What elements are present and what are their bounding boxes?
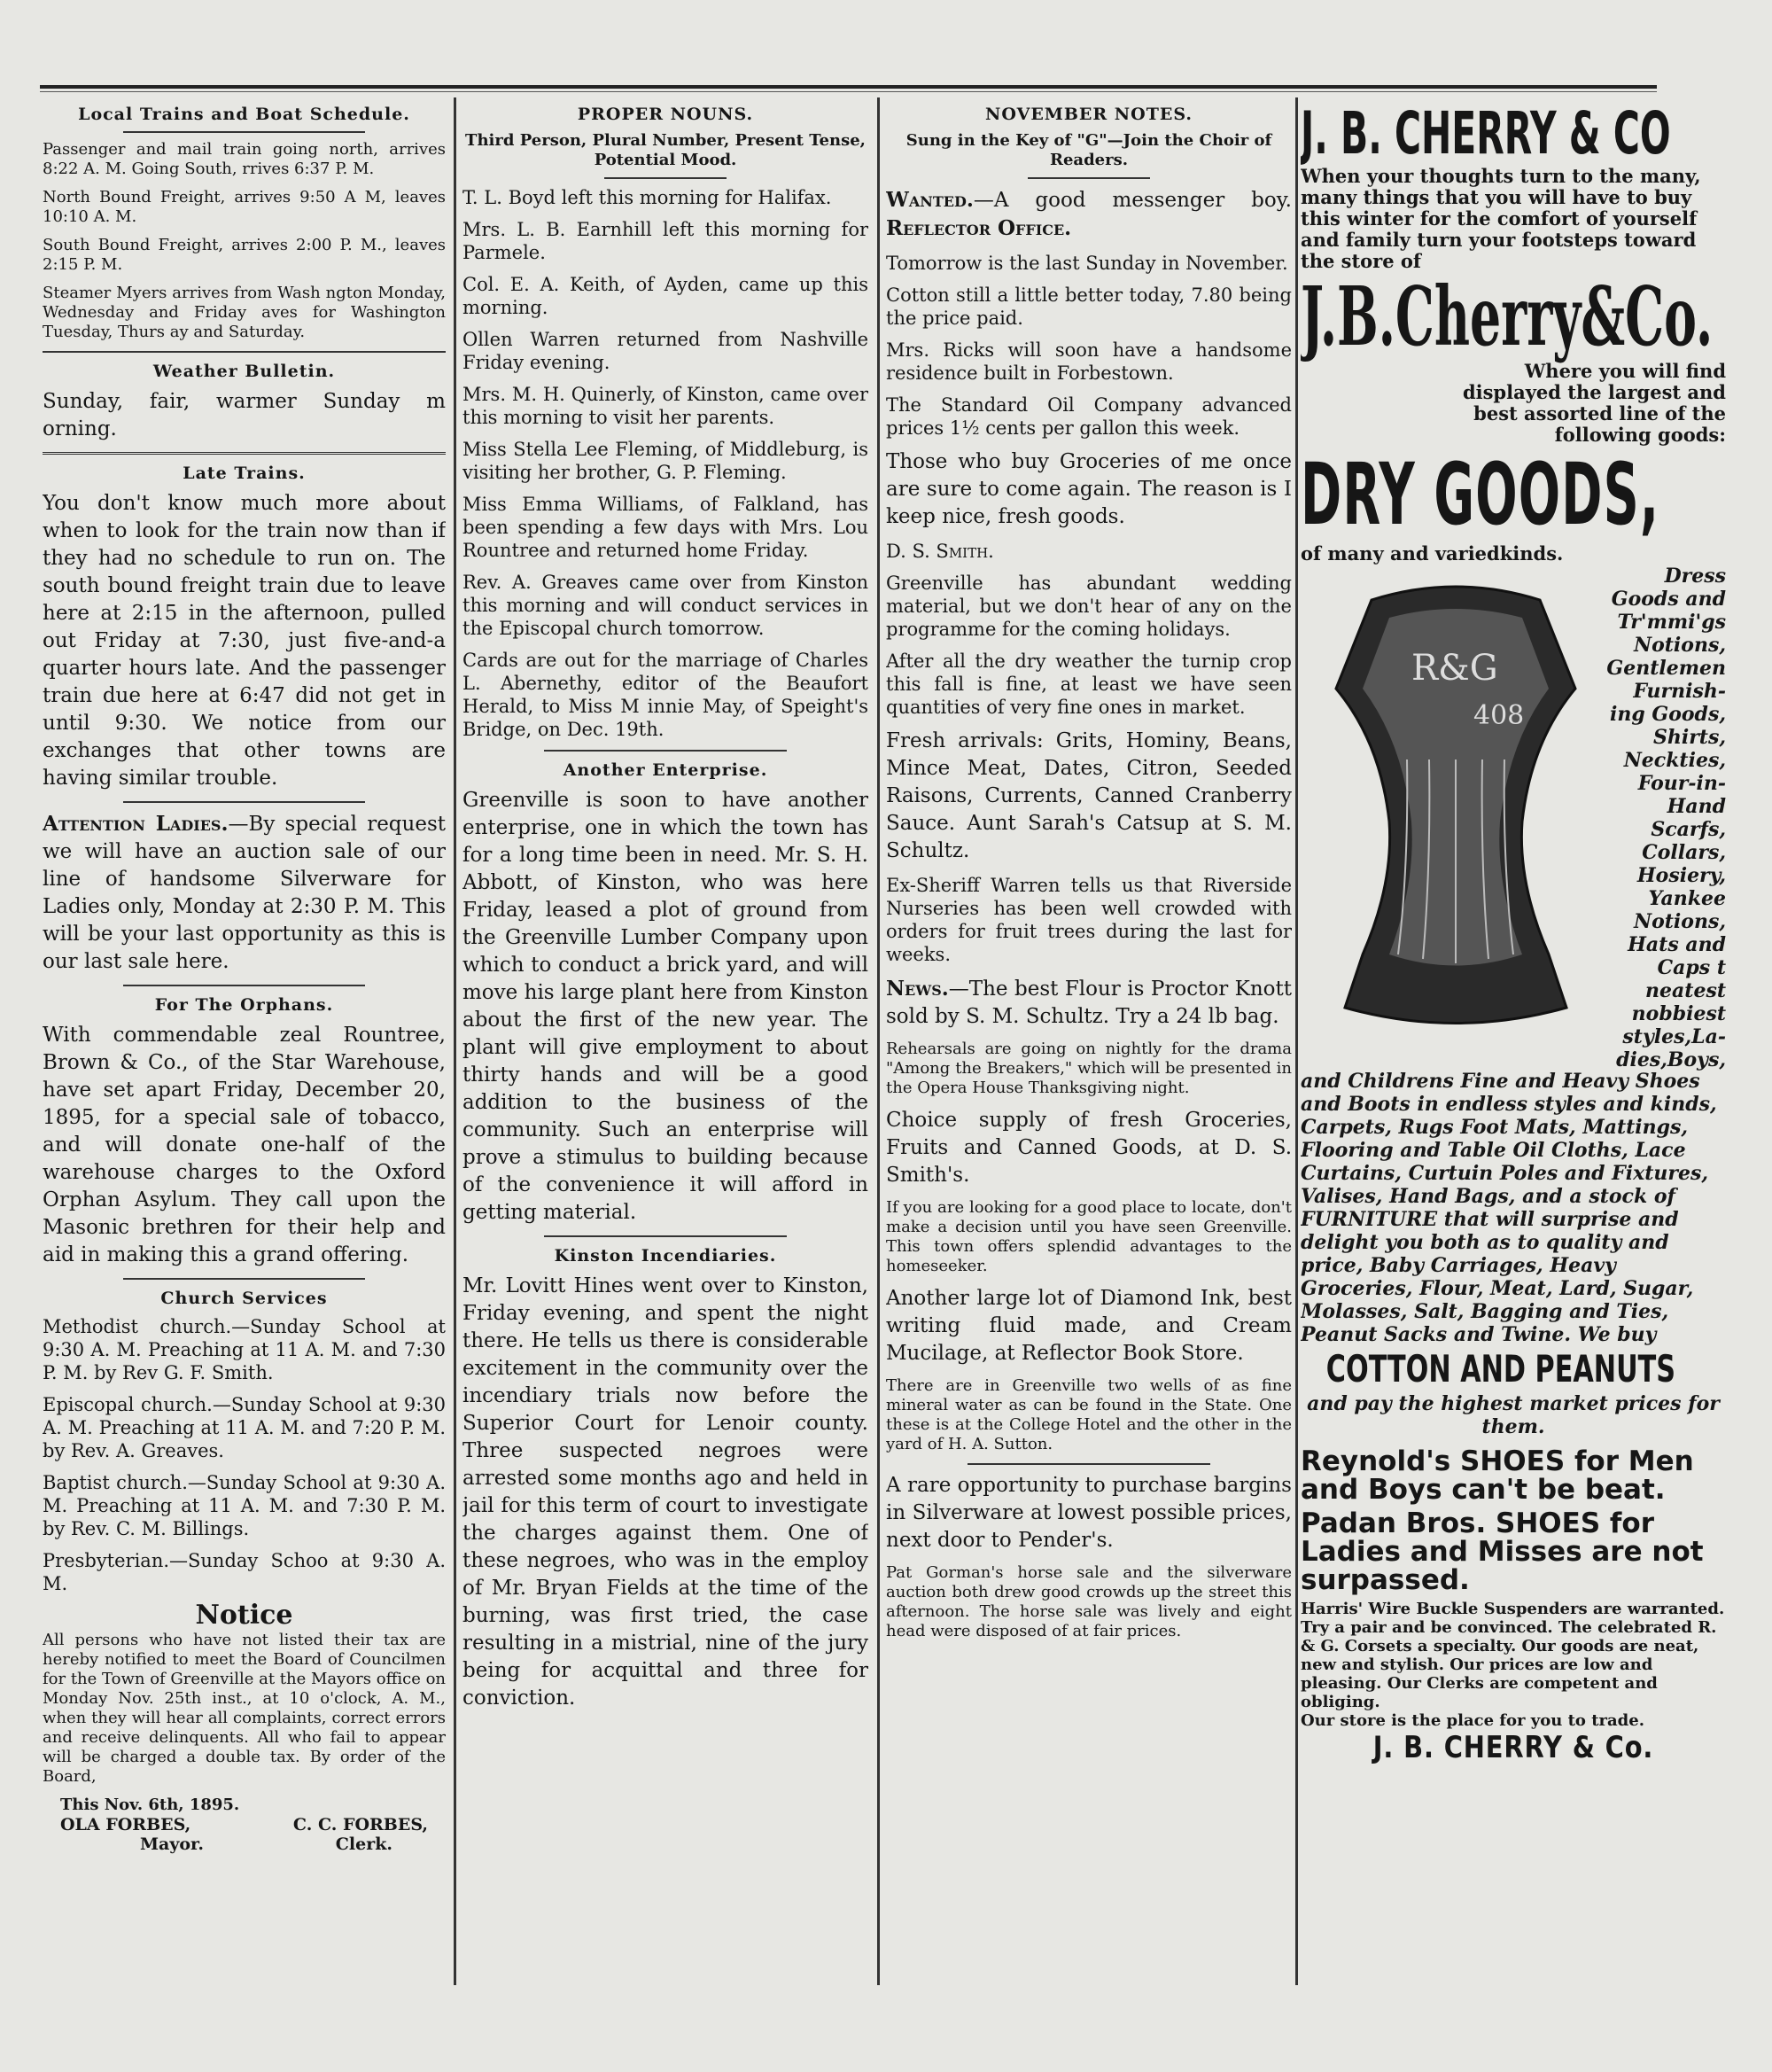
side-list-item: nobbiest (1631, 1002, 1726, 1025)
personal-item: T. L. Boyd left this morning for Halifax. (462, 187, 832, 208)
side-list-item: Collars, (1642, 841, 1726, 864)
personal-item: Miss Emma Williams, of Falkland, has been spending a few days with Mrs. Lou Rountree and returned home Friday. (462, 494, 868, 561)
signer-clerk-name: C. C. FORBES, (292, 1815, 428, 1834)
side-list-item: Four-in- (1637, 772, 1726, 795)
column-proper-nouns (462, 99, 868, 2049)
rule (123, 1278, 365, 1280)
ad-of-many: of many and variedkinds. (1301, 542, 1564, 565)
side-list-item: Neckties, (1623, 749, 1726, 772)
cherry-advertisement (1301, 102, 1726, 2052)
church-item: Presbyterian.—Sunday Schoo at 9:30 A. M. (43, 1550, 446, 1594)
side-list-item: Scarfs, (1651, 818, 1726, 841)
corset-number: 408 (1473, 700, 1525, 731)
side-list-item: Furnish- (1633, 680, 1726, 703)
personal-item: Miss Stella Lee Fleming, of Middleburg, is visiting her brother, G. P. Fleming. (462, 439, 868, 483)
wanted-text (886, 186, 1292, 243)
side-list-item: neatest (1645, 979, 1726, 1002)
ad-harris-text: Harris' Wire Buckle Suspenders are warranted. Try a pair and be convinced. The celebrated R. & G. Corsets a specialty. Our goods are neat, new and stylish. Our prices are low and pleasing. Our Clerks are competent and obliging. (1301, 1600, 1725, 1711)
corset-label: R&G (1411, 648, 1498, 689)
weather-text: Sunday, fair, warmer Sunday m orning. (43, 390, 446, 440)
ad-goods-list: and Childrens Fine and Heavy Shoes and Boots in endless styles and kinds, Carpets, Rugs Foot Mats, Mattings, Flooring and Table Oil Cloths, Lace Curtains, Curtuin Poles and Fixtures, Valises, Hand Bags, and a stock of FURNITURE that will surprise and delight you both as to quality and price, Baby Carriages, Heavy Groceries, Flour, Meat, Lard, Sugar, Molasses, Salt, Bagging and Ties, Peanut Sacks and Twine. We buy (1301, 1070, 1717, 1346)
note-item: Cotton still a little better today, 7.80 being the price paid. (886, 284, 1292, 329)
signer-mayor-name: OLA FORBES, (60, 1815, 191, 1834)
column-divider (1295, 97, 1298, 1985)
news-lead: News. (886, 977, 949, 1001)
note-item: Rehearsals are going on nightly for the drama "Among the Breakers," which will be presented in the Opera House Thanksgiving night. (886, 1040, 1292, 1097)
notice-text: All persons who have not listed their tax are hereby notified to meet the Board of Councilmen for the Town of Greenville at the Mayors office on Monday Nov. 25th inst., at 10 o'clock, A. M., when they will hear all complaints, correct errors and receive delinquents. All who fail to appear will be charged a double tax. By order of the Board, (43, 1631, 446, 1786)
personal-item: Cards are out for the marriage of Charles L. Abernethy, editor of the Beaufort Herald, to Miss M innie May, of Speight's Bridge, on Dec. 19th. (462, 650, 868, 740)
note-item: Pat Gorman's horse sale and the silverware auction both drew good crowds up the street this afternoon. The horse sale was lively and eight head were disposed of at fair prices. (886, 1563, 1292, 1640)
kinston-text: Mr. Lovitt Hines went over to Kinston, Friday evening, and spent the night there. He tells us there is considerable excitement in the community over the incendiary trials now before the Superior Court for Lenoir county. Three suspected negroes were arrested some months ago and held in jail for this term of court to investigate the charges against them. One of these negroes, who was in the employ of Mr. Bryan Fields at the time of the burning, was first tried, the case resulting in a mistrial, nine of the jury being for acquittal and three for conviction. (462, 1274, 868, 1710)
ad-store-text: Our store is the place for you to trade. (1301, 1711, 1644, 1730)
church-item: Episcopal church.—Sunday School at 9:30 A. M. Preaching at 11 A. M. and 7:20 P. M. by Rev. A. Greaves. (43, 1394, 446, 1461)
church-heading: Church Services (160, 1289, 328, 1308)
trains-heading: Local Trains and Boat Schedule. (78, 105, 410, 124)
ad-dry-goods: DRY GOODS, (1301, 445, 1660, 544)
rule (604, 177, 726, 179)
november-notes-subheading: Sung in the Key of "G"—Join the Choir of Readers. (905, 131, 1272, 169)
side-list-item: Caps t (1657, 956, 1726, 979)
train-item: Passenger and mail train going north, arrives 8:22 A. M. Going South, rrives 6:37 P. M. (43, 140, 446, 178)
ad-side-list (1602, 565, 1726, 1071)
ad-corset-block (1301, 565, 1726, 1070)
proper-nouns-subheading: Third Person, Plural Number, Present Tense, Potential Mood. (465, 131, 866, 169)
notice-titles (43, 1834, 446, 1854)
wanted-signature: Reflector Office. (886, 216, 1072, 240)
note-item: There are in Greenville two wells of as fine mineral water as can be found in the State. One these is at the College Hotel and the other in the yard of H. A. Sutton. (886, 1376, 1292, 1453)
rule (123, 131, 365, 133)
enterprise-heading: Another Enterprise. (563, 760, 768, 780)
side-list-item: Dress (1664, 565, 1726, 588)
attention-ladies-text (43, 810, 446, 976)
rule (544, 750, 788, 752)
rule (123, 801, 365, 803)
rule (544, 1235, 788, 1237)
side-list-item: Hosiery, (1636, 864, 1726, 887)
attention-body: —By special request we will have an auction sale of our line of handsome Silverware for Ladies only, Monday at 2:30 P. M. This will be your last opportunity as this is our last sale here. (43, 813, 446, 973)
notice-heading: Notice (195, 1600, 293, 1631)
note-item: After all the dry weather the turnip crop this fall is fine, at least we have seen quantities of very fine ones in market. (886, 650, 1292, 718)
note-item: Greenville has abundant wedding material, but we don't hear of any on the programme for the coming holidays. (886, 573, 1292, 640)
proper-nouns-heading: PROPER NOUNS. (577, 105, 754, 124)
church-item: Methodist church.—Sunday School at 9:30 A. M. Preaching at 11 A. M. and 7:30 P. M. by Rev G. F. Smith. (43, 1316, 446, 1383)
wanted-lead: Wanted. (886, 188, 974, 212)
side-list-item: ing Goods, (1610, 703, 1726, 726)
late-trains-text: You don't know much more about when to look for the train now than if they had no schedule to run on. The south bound freight train due to leave here at 2:15 in the afternoon, pulled out Friday at 7:30, just five-and-a quarter hours late. And the passenger train due here at 6:47 did not get in until 9:30. We notice from our exchanges that other towns are having similar trouble. (43, 492, 446, 790)
side-list-item: Hats and (1628, 933, 1726, 956)
note-item: If you are looking for a good place to locate, don't make a decision until you have seen Greenville. This town offers splendid advantages to the homeseeker. (886, 1198, 1292, 1275)
column-divider (454, 97, 456, 1985)
rule (123, 985, 365, 986)
side-list-item: Shirts, (1652, 726, 1726, 749)
corset-illustration (1310, 582, 1602, 1043)
side-list-item: Notions, (1633, 910, 1726, 933)
attention-lead: Attention Ladies. (43, 812, 229, 836)
notice-signatures (43, 1815, 446, 1834)
train-item: South Bound Freight, arrives 2:00 P. M., leaves 2:15 P. M. (43, 236, 446, 274)
side-list-item: Yankee (1648, 887, 1726, 910)
enterprise-text: Greenville is soon to have another enterprise, one in which the town has for a long time been in need. Mr. S. H. Abbott, of Kinston, who was here Friday, leased a plot of ground from the Greenville Lumber Company upon which to conduct a brick yard, and will move his large plant here from Kinston about the first of the new year. The plant will give employment to about thirty hands and will be a good addition to the business of the community. Such an enterprise will prove a stimulus to building because of the convenience it will afford in getting material. (462, 789, 868, 1224)
column-divider (877, 97, 880, 1985)
november-notes-heading: NOVEMBER NOTES. (985, 105, 1193, 124)
ad-cotton-peanuts: COTTON AND PEANUTS (1325, 1347, 1676, 1390)
side-list-item: styles,La- (1622, 1025, 1726, 1048)
grocer-signature: D. S. Smith. (886, 541, 994, 562)
note-item: Mrs. Ricks will soon have a handsome residence built in Forbestown. (886, 339, 1292, 384)
side-list-item: dies,Boys, (1616, 1048, 1726, 1071)
rule (968, 1463, 1211, 1465)
personal-item: Mrs. M. H. Quinerly, of Kinston, came over this morning to visit her parents. (462, 384, 868, 428)
personal-item: Ollen Warren returned from Nashville Friday evening. (462, 329, 868, 373)
personal-item: Col. E. A. Keith, of Ayden, came up this morning. (462, 274, 868, 318)
column-local (43, 99, 446, 2049)
church-item: Baptist church.—Sunday School at 9:30 A. M. Preaching at 11 A. M. and 7:30 P. M. by Rev. C. M. Billings. (43, 1472, 446, 1539)
note-item: Tomorrow is the last Sunday in November. (886, 253, 1288, 274)
note-item: The Standard Oil Company advanced prices 1½ cents per gallon this week. (886, 394, 1292, 439)
ad-intro: When your thoughts turn to the many, many things that you will have to buy this winter for the comfort of yourself and family turn your footsteps toward the store of (1301, 165, 1701, 272)
side-list-item: Goods and (1611, 588, 1726, 611)
personal-item: Rev. A. Greaves came over from Kinston this morning and will conduct services in the Episcopal church tomorrow. (462, 572, 868, 639)
ad-title: J. B. CHERRY & CO (1301, 102, 1671, 167)
kinston-heading: Kinston Incendiaries. (554, 1246, 777, 1266)
side-list-item: Tr'mmi'gs (1617, 611, 1726, 634)
ad-footer: J. B. CHERRY & Co. (1372, 1730, 1654, 1765)
late-trains-heading: Late Trains. (183, 463, 306, 483)
top-rule (40, 85, 1657, 89)
news-text (886, 975, 1292, 1031)
news-body: —The best Flour is Proctor Knott sold by S. M. Schultz. Try a 24 lb bag. (886, 978, 1292, 1028)
ink-text: Another large lot of Diamond Ink, best writing fluid made, and Cream Mucilage, at Reflector Book Store. (886, 1287, 1292, 1365)
weather-heading: Weather Bulletin. (152, 362, 336, 381)
side-list-item: Hand (1667, 795, 1726, 818)
orphans-heading: For The Orphans. (154, 995, 334, 1015)
column-november-notes (886, 99, 1292, 2049)
rule (43, 351, 446, 353)
double-rule (43, 452, 446, 455)
signer-clerk-title: Clerk. (335, 1834, 392, 1854)
fresh-arrivals-text: Fresh arrivals: Grits, Hominy, Beans, Mince Meat, Dates, Citron, Seeded Raisons, Currents, Canned Cranberry Sauce. Aunt Sarah's Catsup at S. M. Schultz. (886, 729, 1292, 862)
note-item: Ex-Sheriff Warren tells us that Riverside Nurseries has been well crowded with orders for fruit trees during the last for weeks. (886, 875, 1292, 965)
ad-where: Where you will find displayed the largest and best assorted line of the following goods: (1462, 360, 1726, 446)
ad-padan-shoes: Padan Bros. SHOES for Ladies and Misses are not surpassed. (1301, 1507, 1704, 1596)
side-list-item: Gentlemen (1606, 657, 1726, 680)
train-item: North Bound Freight, arrives 9:50 A M, leaves 10:10 A. M. (43, 188, 446, 226)
signer-mayor-title: Mayor. (140, 1834, 204, 1854)
wanted-body: —A good messenger boy. (973, 189, 1292, 212)
personal-item: Mrs. L. B. Earnhill left this morning for Parmele. (462, 219, 868, 263)
rule (1028, 177, 1149, 179)
grocer-text: Those who buy Groceries of me once are sure to come again. The reason is I keep nice, fresh goods. (886, 450, 1292, 528)
notice-date: This Nov. 6th, 1895. (60, 1795, 240, 1814)
ad-pay-text: and pay the highest market prices for them. (1307, 1392, 1720, 1438)
orphans-text: With commendable zeal Rountree, Brown & Co., of the Star Warehouse, have set apart Friday, December 20, 1895, for a special sale of tobacco, and will donate one-half of the warehouse charges to the Oxford Orphan Asylum. They call upon the Masonic brethren for their help and aid in making this a grand offering. (43, 1024, 446, 1266)
choice-supply-text: Choice supply of fresh Groceries, Fruits and Canned Goods, at D. S. Smith's. (886, 1109, 1292, 1187)
train-item: Steamer Myers arrives from Wash ngton Monday, Wednesday and Friday aves for Washington Tuesday, Thurs ay and Saturday. (43, 284, 446, 341)
ad-store-name: J.B.Cherry&Co. (1301, 269, 1714, 364)
side-list-item: Notions, (1633, 634, 1726, 657)
top-rule-thin (40, 91, 1657, 92)
rare-opportunity-text: A rare opportunity to purchase bargins in Silverware at lowest possible prices, next door to Pender's. (886, 1474, 1292, 1552)
ad-reynold-shoes: Reynold's SHOES for Men and Boys can't be beat. (1301, 1445, 1694, 1506)
